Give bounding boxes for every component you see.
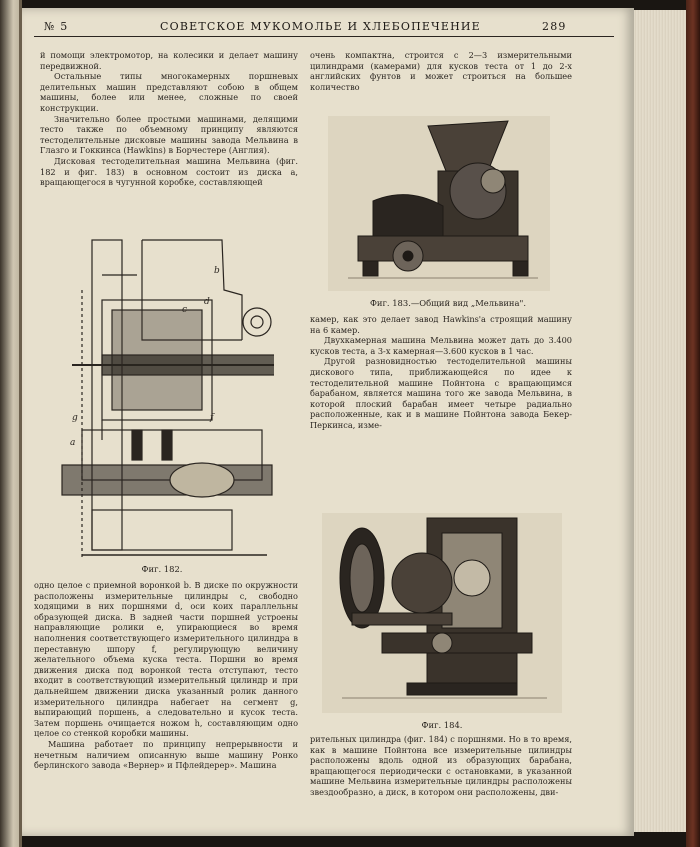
figure-183-illustration (328, 116, 550, 291)
left-column-bottom (34, 580, 298, 771)
left-column-top (40, 50, 298, 188)
page-number: 289 (542, 20, 567, 33)
paragraph: Машина работает по принципу непрерывности и нечетным наличием описанную выше машину Ронко берлинского завода «Вернер» и Пфлейдерер». Машина (34, 738, 298, 771)
paragraph: очень компактна, строится с 2—3 измерительными цилиндрами (камерами) для кусков теста от 1 до 2-х английских фунтов и может строиться на большее количество (310, 50, 572, 92)
paragraph: Дисковая тестоделительная машина Мельвина (фиг. 182 и фиг. 183) в основном состоит из диска а, вращающегося в чугунной коробке, составляющей (40, 155, 298, 188)
journal-title: СОВЕТСКОЕ МУКОМОЛЬЕ И ХЛЕБОПЕЧЕНИЕ (160, 20, 481, 33)
issue-number: № 5 (44, 20, 69, 33)
paragraph: Двухкамерная машина Мельвина может дать до 3.400 кусков теста, а 3-х камерная—3.600 кусков в 1 час. (310, 335, 572, 356)
paragraph: Другой разновидностью тестоделительной машины дискового типа, приближающейся по идее к тестоделительной машине Пойнтона с вращающимся барабаном, является машина того же завода Мельвина, в которой плоский барабан имеет четыре радиально расположенные, как и в машине Пойнтона завода Бекер-Перкинса, изме- (310, 356, 572, 430)
paragraph: Остальные типы многокамерных поршневых делительных машин представляют собою в общем машины, более или менее, сложные по своей конструкции. (40, 71, 298, 113)
label-c: c (182, 305, 188, 315)
paragraph: Значительно более простыми машинами, делящими тесто также по объемному принципу являются тестоделительные дисковые машины завода Мельвина в Глазго и Гоккинса (Hawkins) в Борчестере (Англия). (40, 113, 298, 156)
right-column-bottom (310, 734, 572, 798)
book-cover (686, 0, 700, 847)
figure-184-caption: Фиг. 184. (421, 720, 463, 730)
book-page (22, 8, 634, 836)
running-header (22, 16, 634, 38)
figure-182-caption: Фиг. 182. (141, 564, 183, 574)
label-f: f (210, 413, 214, 423)
label-g: g (72, 413, 78, 423)
paragraph: й помощи электромотор, на колесики и делает машину передвижной. (40, 50, 298, 71)
right-column-middle (310, 314, 572, 431)
paragraph: одно целое с приемной воронкой b. В диске по окружности расположены измерительные цилиндры с, свободно ходящими в них поршнями d, оси коих параллельны образующей диска. В задней части поршней устроены направляющие ролики е, упирающиеся во время наполнения соответствующего измерительного цилиндра в переставную шпору f, регулирующую величину желательного объема куска теста. Поршни во время движения диска под воронкой теста отступают, тесто входит в соответствующий измерительный цилиндр и при дальнейшем движении диска указанный ролик данного измерительного цилиндра набегает на сегмент g, выпирающий поршень, а следовательно и кусок теста. Затем поршень очищается ножом h, составляющим одно целое со стенкой коробки машины. (34, 580, 298, 739)
paragraph: рительных цилиндра (фиг. 184) с поршнями. Но в то время, как в машине Пойнтона все измерительные цилиндры расположены вдоль одной из образующих барабана, вращающегося периодически с остановками, в указанной машине Мельвина измерительные цилиндры расположены звездообразно, а диск, в котором они расположены, дви- (310, 734, 572, 797)
label-b: b (214, 266, 220, 276)
figure-182-drawing (42, 230, 274, 560)
page-stack-edge (634, 10, 686, 832)
paragraph: камер, как это делает завод Hawkins'а строящий машину на 6 камер. (310, 314, 572, 335)
previous-page-edge (0, 0, 22, 847)
right-column-top (310, 50, 572, 92)
label-a: a (70, 438, 76, 448)
label-d: d (204, 297, 210, 307)
figure-183-caption: Фиг. 183.—Общий вид „Мельвина". (369, 298, 527, 308)
header-rule (34, 36, 614, 37)
figure-184-illustration (322, 513, 562, 713)
